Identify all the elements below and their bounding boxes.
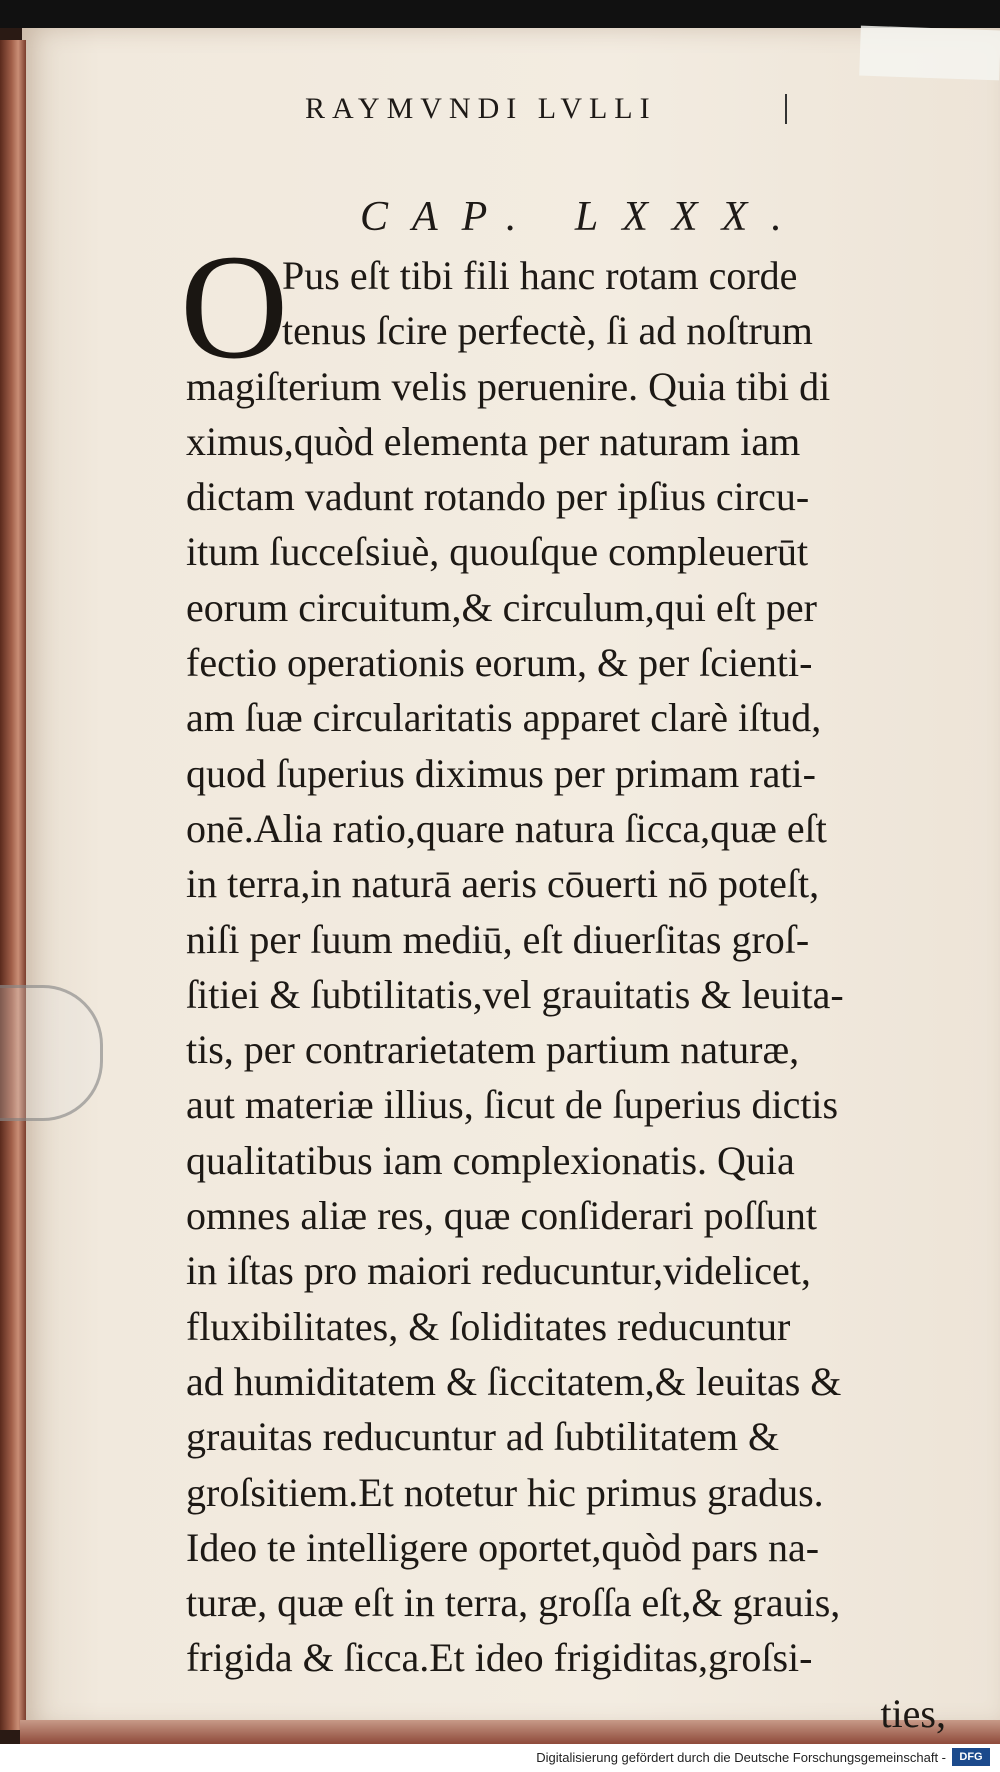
text-line: fluxibilitates, & ſoliditates reducuntur (186, 1303, 791, 1349)
running-head-rule (785, 94, 787, 124)
footer-bar (0, 1744, 1000, 1772)
footer-credit: Digitalisierung gefördert durch die Deutsche Forschungsgemeinschaft - (536, 1750, 946, 1765)
text-line: onē.Alia ratio,quare natura ſicca,quæ eſt (186, 805, 827, 851)
text-line: omnes aliæ res, quæ conſiderari poſſunt (186, 1193, 817, 1239)
text-line: am ſuæ circularitatis apparet clarè iſtud, (186, 695, 822, 741)
text-line: Pus eſt tibi fili hanc rotam corde (282, 253, 798, 298)
dfg-logo: DFG (952, 1748, 990, 1766)
text-line: ximus,quòd elementa per naturam iam (186, 418, 801, 464)
text-line: grauitas reducuntur ad ſubtilitatem & (186, 1414, 780, 1460)
text-line: groſsitiem.Et notetur hic primus gradus. (186, 1469, 824, 1515)
body-text (186, 248, 946, 1741)
text-line: in iſtas pro maiori reducuntur,videlicet, (186, 1248, 811, 1294)
catchword: ties, (880, 1690, 946, 1736)
text-line: eorum circuitum,& circulum,qui eſt per (186, 584, 817, 630)
text-line: itum ſucceſsiuè, quouſque compleuerūt (186, 529, 809, 575)
text-line: qualitatibus iam complexionatis. Quia (186, 1137, 795, 1183)
text-line: in terra,in naturā aeris cōuerti nō poteſt, (186, 861, 820, 907)
text-line: magiſterium velis peruenire. Quia tibi di (186, 363, 831, 409)
text-line: fectio operationis eorum, & per ſcienti- (186, 640, 813, 686)
text-line: frigida & ſicca.Et ideo frigiditas,groſsi- (186, 1635, 813, 1681)
chapter-heading: CAP. LXXX. (360, 194, 806, 240)
top-bar (0, 0, 1000, 28)
text-line: niſi per ſuum mediū, eſt diuerſitas groſ- (186, 916, 810, 962)
tape-strip (859, 26, 1000, 81)
text-line: turæ, quæ eſt in terra, groſſa eſt,& grauis, (186, 1580, 841, 1626)
running-head: RAYMVNDI LVLLI (305, 92, 657, 125)
text-line: ad humiditatem & ſiccitatem,& leuitas & (186, 1358, 842, 1404)
text-line: ſitiei & ſubtilitatis,vel grauitatis & leuita- (186, 971, 844, 1017)
book-spine (0, 40, 26, 1730)
text-line: tis, per contrarietatem partium naturæ, (186, 1027, 800, 1073)
text-line: dictam vadunt rotando per ipſius circu- (186, 474, 810, 520)
text-line: Ideo te intelligere oportet,quòd pars na- (186, 1524, 820, 1570)
text-line: tenus ſcire perfectè, ſi ad noſtrum (282, 308, 813, 354)
page-clip (0, 985, 103, 1121)
drop-cap: O (180, 224, 289, 390)
text-line: quod ſuperius diximus per primam rati- (186, 750, 816, 796)
text-line: aut materiæ illius, ſicut de ſuperius dictis (186, 1082, 839, 1128)
